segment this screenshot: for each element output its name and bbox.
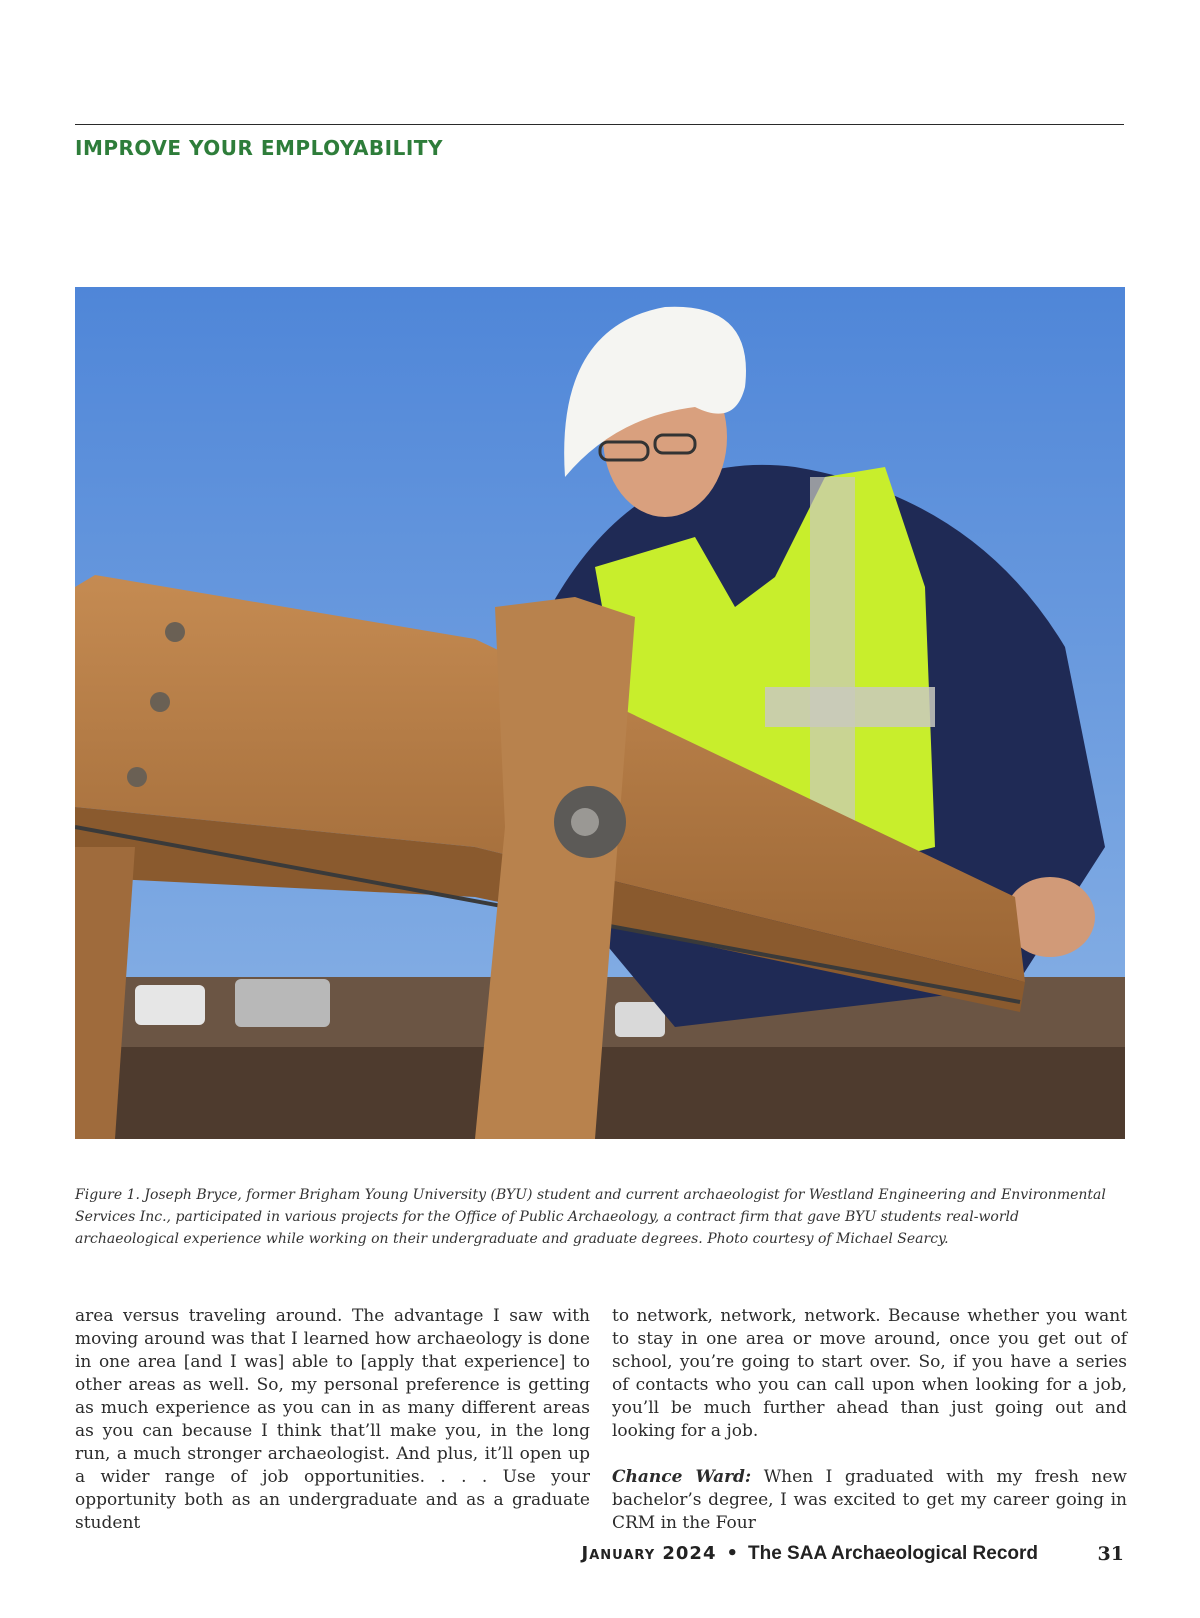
truck-gray (235, 979, 330, 1027)
body-paragraph: to network, network, network. Because whether you want to stay in one area or move around, once you get out of school, you’re going to start over. So, if you have a series of contacts who you can call upon when looking for a job, you’ll be much further ahead than just going out and looking for a job. (612, 1306, 1127, 1441)
section-title: IMPROVE YOUR EMPLOYABILITY (75, 136, 443, 160)
footer-issue (582, 1543, 1038, 1565)
truck-white (135, 985, 205, 1025)
footer-month: January 2024 (581, 1543, 717, 1564)
truck-background (615, 1002, 665, 1037)
speaker-text: When I graduated with my fresh new bachelor’s degree, I was excited to get my career going in CRM in the Four (612, 1467, 1127, 1533)
header-rule (75, 124, 1124, 125)
figure-caption: Figure 1. Joseph Bryce, former Brigham Young University (BYU) student and current archaeologist for Westland Engineering and Environmental Services Inc., participated in various projects for the Office of Public Archaeology, a contract firm that gave BYU students real-world archaeological experience while working on their undergraduate and graduate degrees. Photo courtesy of Michael Searcy. (75, 1187, 1106, 1247)
body-paragraph (612, 1466, 1127, 1535)
speaker-name: Chance Ward: (612, 1467, 752, 1487)
screw (150, 692, 170, 712)
footer-bullet: • (726, 1543, 738, 1564)
screw (127, 767, 147, 787)
screw (165, 622, 185, 642)
body-column-left (75, 1305, 590, 1535)
page-footer (0, 1543, 1124, 1575)
figure-photo (75, 287, 1125, 1139)
body-column-right (612, 1305, 1127, 1535)
body-paragraph: area versus traveling around. The advantage I saw with moving around was that I learned how archaeology is done in one area [and I was] able to [apply that experience] to other areas as well. So, my personal preference is getting as much experience as you can in as many different areas as you can because I think that’ll make you, in the long run, a much stronger archaeologist. And plus, it’ll open up a wider range of job opportunities. . . . Use your opportunity both as an undergraduate and as a graduate student (75, 1306, 590, 1533)
page-number: 31 (1097, 1543, 1124, 1565)
footer-journal-title: The SAA Archaeological Record (748, 1543, 1038, 1564)
